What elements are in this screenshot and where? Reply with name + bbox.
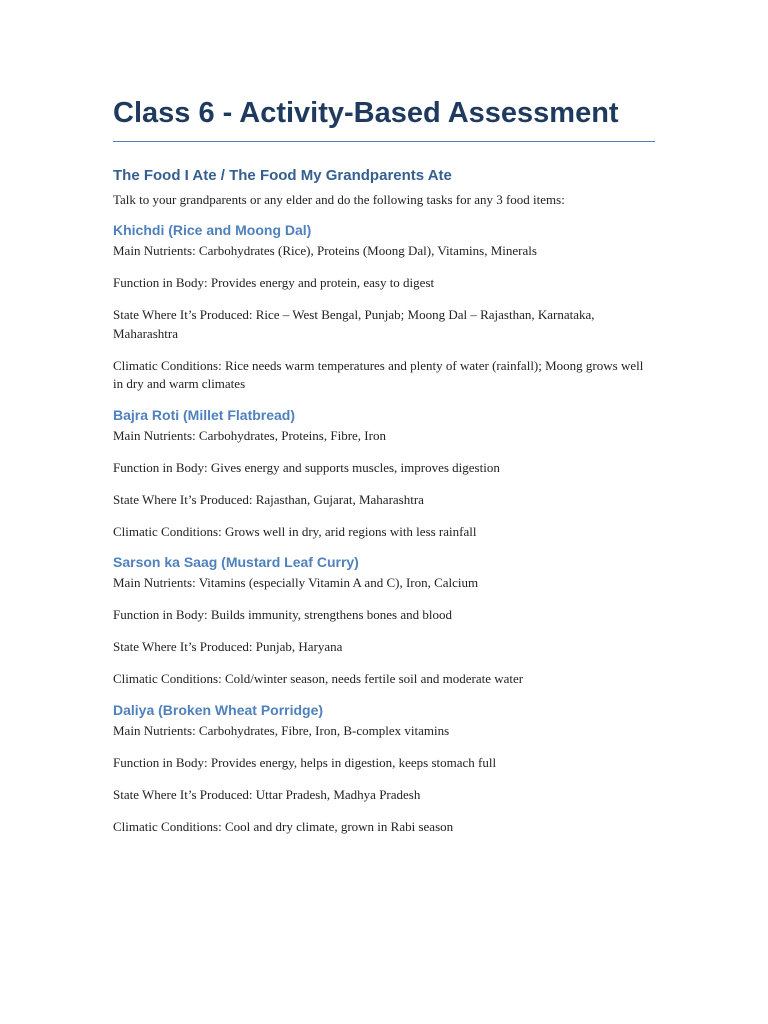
section-heading: The Food I Ate / The Food My Grandparents Ate bbox=[113, 167, 452, 184]
state-produced: State Where It’s Produced: Uttar Pradesh, Madhya Pradesh bbox=[113, 786, 421, 802]
function-in-body: Function in Body: Gives energy and supports muscles, improves digestion bbox=[113, 459, 500, 475]
document-title: Class 6 - Activity-Based Assessment bbox=[113, 93, 655, 142]
document-page bbox=[113, 93, 655, 836]
state-produced: State Where It’s Produced: Rice – West Bengal, Punjab; Moong Dal – Rajasthan, Karnataka, Maharashtra bbox=[113, 307, 595, 341]
function-in-body: Function in Body: Provides energy and protein, easy to digest bbox=[113, 275, 435, 290]
main-nutrients: Main Nutrients: Carbohydrates (Rice), Proteins (Moong Dal), Vitamins, Minerals bbox=[113, 243, 537, 258]
food-item-daliya bbox=[113, 700, 655, 837]
food-item-heading: Sarson ka Saag (Mustard Leaf Curry) bbox=[113, 554, 359, 570]
main-nutrients: Main Nutrients: Carbohydrates, Proteins, Fibre, Iron bbox=[113, 427, 386, 443]
function-in-body: Function in Body: Provides energy, helps in digestion, keeps stomach full bbox=[113, 754, 497, 770]
climatic-conditions: Climatic Conditions: Cool and dry climate, grown in Rabi season bbox=[113, 818, 454, 834]
function-in-body: Function in Body: Builds immunity, strengthens bones and blood bbox=[113, 607, 452, 622]
climatic-conditions: Climatic Conditions: Grows well in dry, arid regions with less rainfall bbox=[113, 523, 477, 539]
main-nutrients: Main Nutrients: Vitamins (especially Vitamin A and C), Iron, Calcium bbox=[113, 575, 479, 590]
food-item-bajra-roti bbox=[113, 405, 655, 542]
food-item-heading: Bajra Roti (Millet Flatbread) bbox=[113, 406, 296, 423]
main-nutrients: Main Nutrients: Carbohydrates, Fibre, Iron, B-complex vitamins bbox=[113, 722, 450, 738]
intro-paragraph: Talk to your grandparents or any elder and do the following tasks for any 3 food items: bbox=[113, 192, 565, 207]
food-item-khichdi bbox=[113, 220, 655, 394]
climatic-conditions: Climatic Conditions: Rice needs warm temperatures and plenty of water (rainfall); Moong grows well in dry and warm climates bbox=[113, 357, 644, 391]
food-item-heading: Khichdi (Rice and Moong Dal) bbox=[113, 222, 312, 238]
food-item-sarson-ka-saag bbox=[113, 552, 655, 689]
state-produced: State Where It’s Produced: Rajasthan, Gujarat, Maharashtra bbox=[113, 491, 424, 507]
state-produced: State Where It’s Produced: Punjab, Haryana bbox=[113, 639, 343, 654]
climatic-conditions: Climatic Conditions: Cold/winter season, needs fertile soil and moderate water bbox=[113, 671, 524, 686]
food-item-heading: Daliya (Broken Wheat Porridge) bbox=[113, 701, 324, 718]
